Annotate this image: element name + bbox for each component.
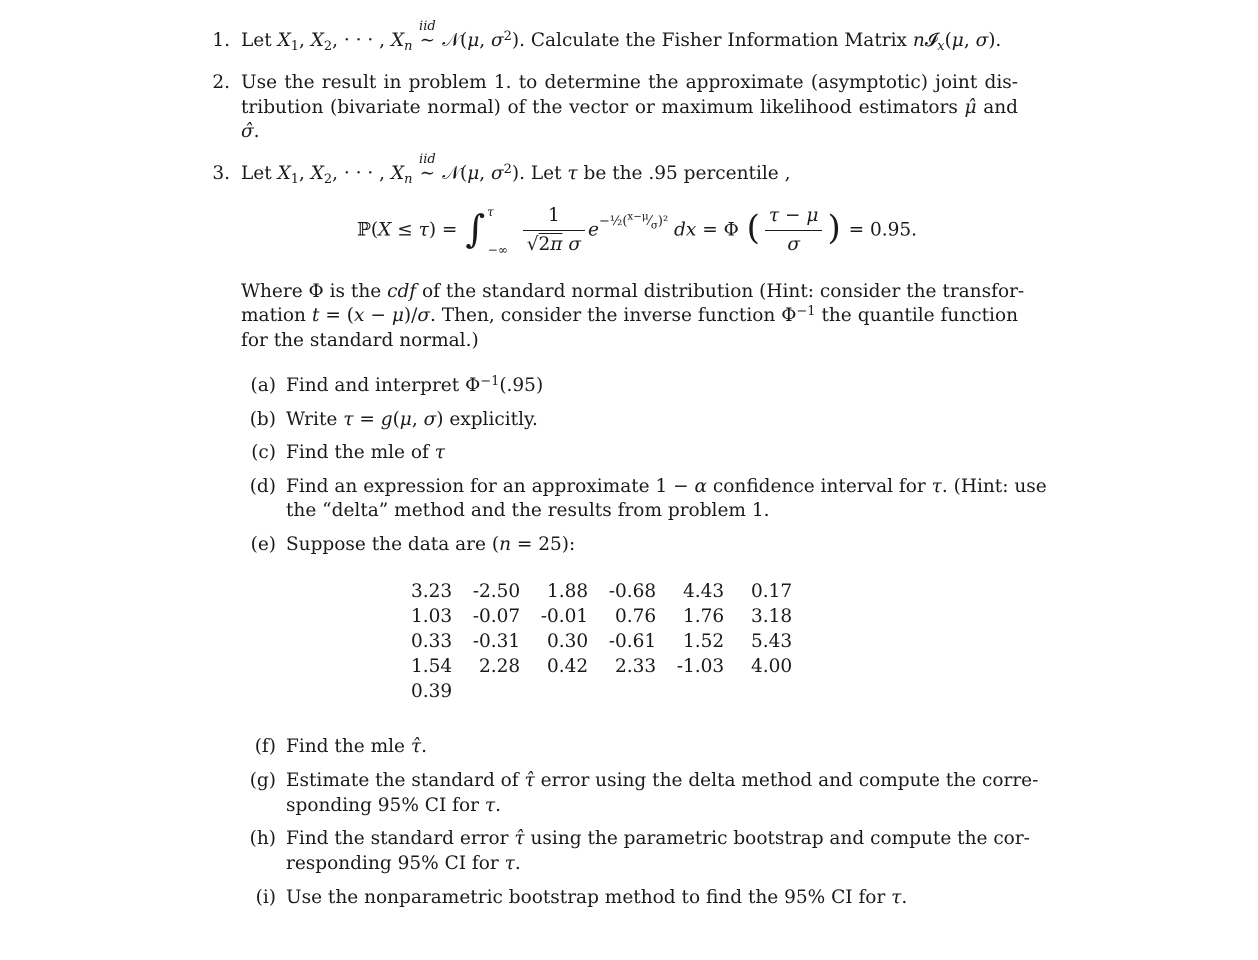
- table-row: [411, 679, 798, 704]
- table-cell: 1.54: [411, 656, 453, 677]
- part-g-line-1: Estimate the standard of τ̂ error using the delta method and compute the corre-: [286, 770, 1039, 791]
- part-c-text: Find the mle of τ: [286, 442, 445, 463]
- part-d-line-2: the “delta” method and the results from problem 1.: [286, 500, 770, 521]
- table-cell: 1.03: [411, 606, 453, 627]
- table-cell: -0.61: [608, 631, 657, 652]
- table-cell: 4.43: [683, 581, 725, 602]
- where-line-3: for the standard normal.): [241, 330, 479, 351]
- table-cell: 0.42: [547, 656, 589, 677]
- part-label: (d): [249, 476, 276, 497]
- problem-2-line-1: Use the result in problem 1. to determine the approximate (asymptotic) joint dis-: [241, 72, 1018, 93]
- problem-2-line-2: tribution (bivariate normal) of the vector or maximum likelihood estimators μ̂ and: [241, 97, 1019, 118]
- table-cell: -0.07: [472, 606, 521, 627]
- table-cell: -0.68: [608, 581, 657, 602]
- part-label: (g): [249, 770, 276, 791]
- table-cell: 5.43: [751, 631, 793, 652]
- problem-2-line-3: σ̂.: [241, 121, 260, 142]
- part-label: (a): [250, 375, 276, 396]
- part-label: (f): [254, 736, 276, 757]
- problem-number: 1.: [212, 30, 230, 51]
- table-cell: 3.23: [411, 581, 453, 602]
- part-label: (e): [250, 534, 276, 555]
- table-cell: 0.17: [751, 581, 793, 602]
- part-g-line-2: sponding 95% CI for τ.: [286, 795, 501, 816]
- problem-1-text: Let $X_1$, $X_2$, · · · , $X_n$ ∼ iid 𝒩(μ, $\sigma^2$). Calculate the Fisher Information Matrix n𝓘$_x$(μ, σ).: [241, 19, 1002, 54]
- part-label: (h): [249, 828, 276, 849]
- table-cell: 1.76: [683, 606, 725, 627]
- part-label: (i): [255, 887, 276, 908]
- data-table: [411, 579, 798, 704]
- table-row: [411, 604, 798, 629]
- part-label: (c): [251, 442, 276, 463]
- where-line-2: mation t = (x − μ)/σ. Then, consider the inverse function $\Phi^{-1}$ the quantile function: [241, 303, 1019, 326]
- problem-number: 2.: [212, 72, 230, 93]
- problem-3-text: Let $X_1$, $X_2$, · · · , $X_n$ ∼ iid 𝒩(μ, $\sigma^2$). Let τ be the .95 percentile ,: [241, 152, 791, 187]
- part-h-line-1: Find the standard error τ̂ using the parametric bootstrap and compute the cor-: [286, 828, 1030, 849]
- table-row: [411, 629, 798, 654]
- part-d-line-1: Find an expression for an approximate 1 − α confidence interval for τ. (Hint: use: [286, 476, 1047, 497]
- table-cell: 0.30: [547, 631, 589, 652]
- table-cell: 1.52: [683, 631, 725, 652]
- table-cell: -2.50: [472, 581, 521, 602]
- table-cell: 3.18: [751, 606, 793, 627]
- part-h-line-2: responding 95% CI for τ.: [286, 853, 521, 874]
- percentile-equation: ℙ(X ≤ τ) = ∫ $^\tau_{-\infty}$ $\frac{1}{\text{√2π σ}}$ $e^{-\frac{1}{2}(^{x-\mu}⁄_\sigma)^2}$ dx = Φ ( $\frac{\tau - \mu}{\sigma}$ ) = 0.95.: [357, 204, 918, 257]
- part-a-text: Find and interpret $\Phi^{-1}(.95)$: [286, 373, 544, 396]
- part-b-text: Write τ = g(μ, σ) explicitly.: [286, 409, 538, 430]
- table-cell: 0.33: [411, 631, 453, 652]
- table-cell: 4.00: [751, 656, 793, 677]
- table-cell: 0.39: [411, 681, 453, 702]
- part-f-text: Find the mle τ̂.: [286, 736, 427, 757]
- problem-number: 3.: [212, 163, 230, 184]
- table-cell: 0.76: [615, 606, 657, 627]
- table-cell: -0.31: [472, 631, 521, 652]
- table-cell: -0.01: [540, 606, 589, 627]
- table-cell: 2.28: [479, 656, 521, 677]
- table-row: [411, 654, 798, 679]
- part-e-text: Suppose the data are (n = 25):: [286, 534, 576, 555]
- table-cell: 2.33: [615, 656, 657, 677]
- table-row: [411, 579, 798, 604]
- part-i-text: Use the nonparametric bootstrap method to find the 95% CI for τ.: [286, 887, 908, 908]
- part-label: (b): [249, 409, 276, 430]
- where-line-1: Where Φ is the cdf of the standard normal distribution (Hint: consider the transfor-: [241, 281, 1025, 302]
- table-cell: 1.88: [547, 581, 589, 602]
- table-cell: -1.03: [676, 656, 725, 677]
